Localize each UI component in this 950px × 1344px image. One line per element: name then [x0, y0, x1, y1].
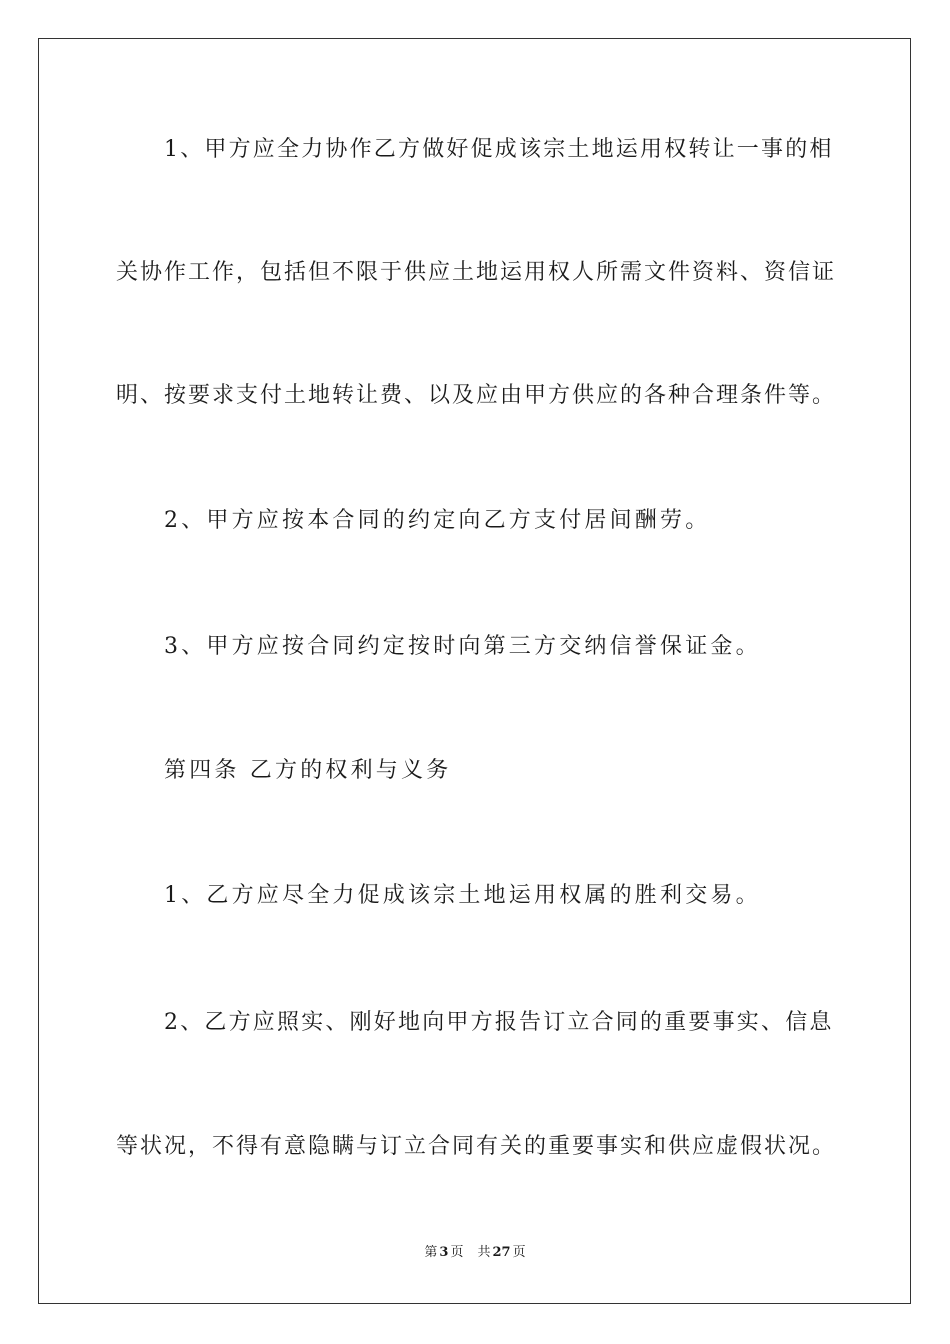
- page-footer: [0, 1244, 950, 1262]
- clause-3-1-line-1: 1、甲方应全力协作乙方做好促成该宗土地运用权转让一事的相: [164, 137, 834, 162]
- clause-4-2-line-2: 等状况，不得有意隐瞒与订立合同有关的重要事实和供应虚假状况。: [116, 1134, 837, 1159]
- clause-3-1-line-3: 明、按要求支付土地转让费、以及应由甲方供应的各种合理条件等。: [116, 383, 837, 408]
- total-pages: 27: [492, 1245, 511, 1260]
- clause-3-2: 2、甲方应按本合同的约定向乙方支付居间酬劳。: [164, 508, 711, 533]
- clause-3-1-line-2: 关协作工作，包括但不限于供应土地运用权人所需文件资料、资信证: [116, 260, 837, 285]
- total-suffix: 页: [512, 1245, 526, 1260]
- clause-3-3: 3、甲方应按合同约定按时向第三方交纳信誉保证金。: [164, 634, 761, 659]
- page-border: [38, 38, 911, 1304]
- page-suffix: 页: [450, 1245, 464, 1260]
- clause-4-1: 1、乙方应尽全力促成该宗土地运用权属的胜利交易。: [164, 883, 761, 908]
- page-prefix: 第: [424, 1245, 438, 1260]
- total-prefix: 共: [477, 1245, 491, 1260]
- article-4-heading: 第四条 乙方的权利与义务: [164, 758, 452, 783]
- clause-4-2-line-1: 2、乙方应照实、刚好地向甲方报告订立合同的重要事实、信息: [164, 1010, 834, 1035]
- page-number: 3: [439, 1245, 449, 1260]
